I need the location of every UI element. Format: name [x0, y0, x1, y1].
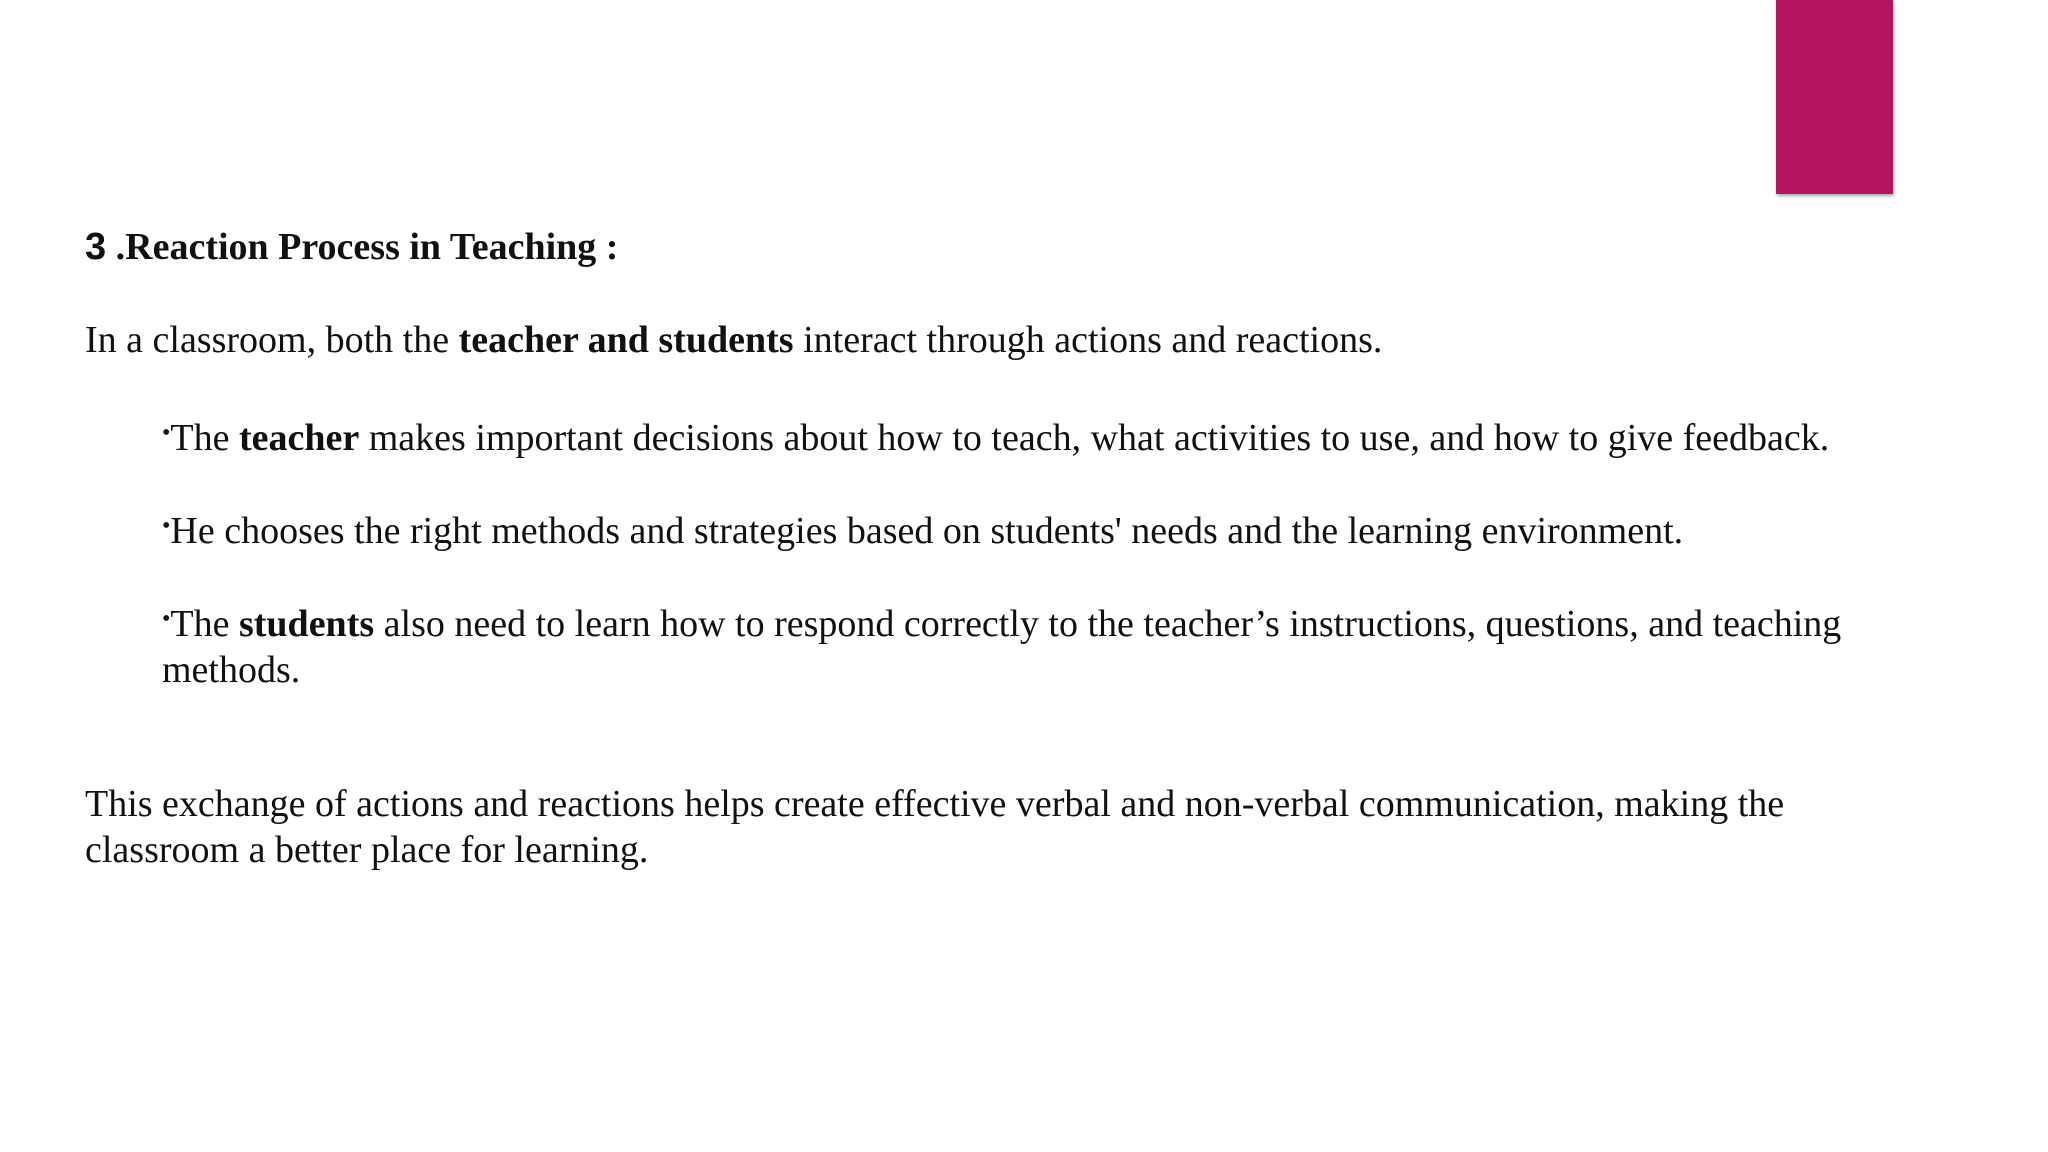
- intro-text-before: In a classroom, both the: [85, 319, 459, 361]
- intro-text-after: interact through actions and reactions.: [793, 319, 1383, 361]
- bullet-text-before: The: [170, 603, 239, 645]
- bullet-text-before: The: [170, 417, 239, 459]
- bullet-marker: •: [162, 513, 171, 539]
- bullet-item-2: [162, 503, 1922, 554]
- bullet-item-3: [162, 596, 1922, 693]
- heading-number: 3: [85, 226, 107, 268]
- closing-paragraph: This exchange of actions and reactions helps create effective verbal and non-verbal communication, making the classroom a better place for learning.: [85, 783, 1785, 871]
- intro-paragraph: [85, 317, 1935, 363]
- bullet-text-bold: students: [238, 603, 375, 645]
- bullet-marker: •: [162, 606, 171, 632]
- bullet-text-after: also need to learn how to respond correctly to the teacher’s instructions, questions, and teaching methods.: [162, 603, 1842, 691]
- bullet-text-bold: teacher: [238, 417, 360, 459]
- accent-bar: [1776, 0, 1893, 194]
- heading-text: .Reaction Process in Teaching :: [106, 226, 619, 268]
- slide-heading: [85, 224, 618, 270]
- intro-text-bold: teacher and students: [458, 319, 794, 361]
- bullet-text-after: makes important decisions about how to teach, what activities to use, and how to give feedback.: [359, 417, 1830, 459]
- bullet-text: He chooses the right methods and strategies based on students' needs and the learning environment.: [170, 510, 1684, 552]
- bullet-marker: •: [162, 420, 171, 446]
- bullet-item-1: [162, 410, 1922, 461]
